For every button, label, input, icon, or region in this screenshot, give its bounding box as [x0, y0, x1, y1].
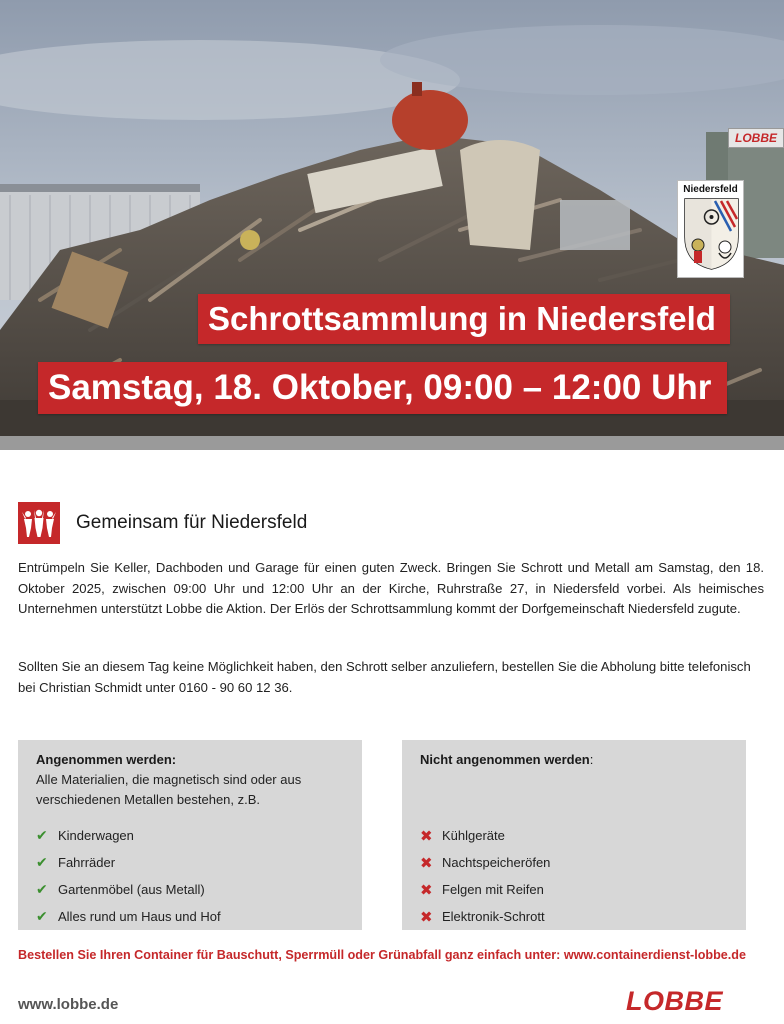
accepted-item-label: Gartenmöbel (aus Metall)	[58, 882, 205, 897]
list-item	[36, 822, 221, 849]
list-item	[420, 876, 550, 903]
check-icon: ✔	[36, 881, 48, 897]
crest-name: Niedersfeld	[683, 184, 738, 195]
intro-paragraph: Entrümpeln Sie Keller, Dachboden und Garage für einen guten Zweck. Bringen Sie Schrott und Metall am Samstag, den 18. Oktober 2025, zwischen 09:00 Uhr und 12:00 Uhr an der Kirche, Ruhrstraße 27, in Niedersfeld vorbei. Als heimisches Unternehmen unterstützt Lobbe die Aktion. Der Erlös der Schrottsammlung kommt der Dorfgemeinschaft Niedersfeld zugute.	[18, 560, 764, 616]
section-header	[18, 498, 307, 548]
lobbe-sign-text: LOBBE	[735, 131, 777, 145]
hero-divider	[0, 436, 784, 450]
community-icon	[18, 502, 60, 544]
section-title: Gemeinsam für Niedersfeld	[76, 512, 308, 533]
accepted-item-label: Kinderwagen	[58, 828, 134, 843]
coat-of-arms-icon	[683, 197, 740, 271]
cross-icon: ✖	[420, 854, 433, 872]
accepted-title: Angenommen werden:	[36, 752, 177, 767]
footer-website-link[interactable]: www.lobbe.de	[18, 996, 119, 1013]
niedersfeld-crest	[677, 180, 744, 278]
hero-image	[0, 0, 784, 450]
rejected-title-colon: :	[589, 752, 594, 767]
accepted-item-label: Alles rund um Haus und Hof	[58, 909, 221, 924]
accepted-description: Alle Materialien, die magnetisch sind oder aus verschiedenen Metallen bestehen, z.B.	[36, 772, 302, 807]
rejected-item-label: Nachtspeicheröfen	[442, 855, 551, 870]
check-icon: ✔	[36, 854, 48, 870]
cross-icon: ✖	[420, 881, 433, 899]
lobbe-building-sign	[728, 128, 784, 148]
cross-icon: ✖	[420, 908, 433, 926]
check-icon: ✔	[36, 908, 48, 924]
container-order-cta[interactable]: Bestellen Sie Ihren Container für Bauschutt, Sperrmüll oder Grünabfall ganz einfach unter: www.containerdienst-lobbe.de	[18, 948, 746, 962]
check-icon: ✔	[36, 827, 48, 843]
list-item	[36, 849, 221, 876]
accepted-item-label: Fahrräder	[58, 855, 116, 870]
rejected-item-label: Kühlgeräte	[442, 828, 505, 843]
list-item	[420, 822, 550, 849]
rejected-item-label: Elektronik-Schrott	[442, 909, 545, 924]
list-item	[36, 903, 221, 930]
rejected-item-label: Felgen mit Reifen	[442, 882, 544, 897]
event-date-banner: Samstag, 18. Oktober, 09:00 – 12:00 Uhr	[38, 362, 727, 414]
event-title-banner: Schrottsammlung in Niedersfeld	[198, 294, 730, 344]
accepted-box	[18, 740, 362, 930]
rejected-list	[420, 822, 550, 930]
accepted-list	[36, 822, 221, 930]
rejected-box	[402, 740, 746, 930]
list-item	[36, 876, 221, 903]
lobbe-logo: LOBBE	[626, 986, 723, 1016]
pickup-paragraph: Sollten Sie an diesem Tag keine Möglichkeit haben, den Schrott selber anzuliefern, bestellen Sie die Abholung bitte telefonisch bei Christian Schmidt unter 0160 - 90 60 12 36.	[18, 659, 751, 695]
rejected-title	[420, 750, 728, 770]
list-item	[420, 903, 550, 930]
list-item	[420, 849, 550, 876]
rejected-title-text: Nicht angenommen werden	[420, 752, 590, 767]
cross-icon: ✖	[420, 827, 433, 845]
